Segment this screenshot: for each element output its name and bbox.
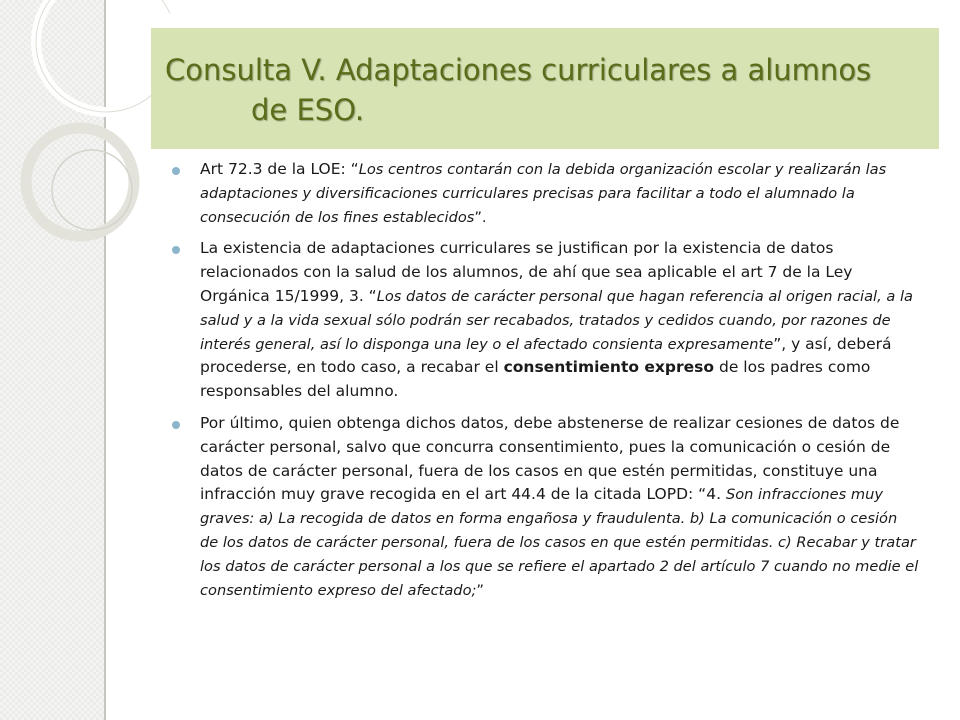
- slide-title-line-1: Consulta V. Adaptaciones curriculares a alumnos: [165, 53, 872, 87]
- bullet-emphasis: consentimiento expreso: [503, 358, 715, 377]
- bullet-quote: Los datos de carácter personal que hagan referencia al origen racial, a la salud y a la vida sexual sólo podrán ser recabados, tratados y cedidos cuando, por razones de interés general, así lo disponga una ley o el afectado consienta expresamente: [200, 287, 913, 353]
- slide-title-line-2: de ESO.: [251, 93, 365, 127]
- decorative-circles: [0, 0, 170, 260]
- bullet-quote: Los centros contarán con la debida organización escolar y realizarán las adaptaciones y diversificaciones curriculares precisas para facilitar a todo el alumnado la consecución de los fines establecidos: [200, 161, 887, 226]
- slide-title: [165, 50, 925, 130]
- bullet-text: Por último, quien obtenga dichos datos, debe abstenerse de realizar cesiones de datos de carácter personal, salvo que concurra consentimiento, pues la comunicación o cesión de datos de carácter personal, fuera de los casos en que estén permitidas, constituye una infracción muy grave recogida en el art 44.4 de la citada LOPD: “4.: [200, 413, 900, 504]
- bullet-quote: Son infracciones muy graves: a) La recogida de datos en forma engañosa y fraudulenta. b) La comunicación o cesión de los datos de carácter personal, fuera de los casos en que estén permitidas. c) Recabar y tratar los datos de carácter personal a los que se refiere el apartado 2 del artículo 7 cuando no medie el consentimiento expreso del afectado;: [200, 486, 919, 599]
- bullet-dot-icon: [172, 167, 180, 175]
- bullet-text: La existencia de adaptaciones curriculares se justifican por la existencia de datos relacionados con la salud de los alumnos, de ahí que sea aplicable el art 7 de la Ley Orgánica 15/1999, 3. “: [200, 239, 853, 305]
- bullet-item: [172, 158, 920, 229]
- bullet-dot-icon: [172, 246, 180, 254]
- bullet-text: ”.: [474, 208, 487, 226]
- bullet-dot-icon: [172, 421, 180, 429]
- bullet-text: de los padres como responsables del alumno.: [200, 358, 871, 401]
- bullet-item: [172, 412, 920, 602]
- slide-body: [172, 158, 920, 602]
- bullet-text: Art 72.3 de la LOE: “: [200, 160, 359, 178]
- bullet-text: ”, y así, deberá procederse, en todo caso, a recabar el: [200, 334, 892, 377]
- bullet-item: [172, 237, 920, 404]
- bullet-text: ”: [476, 581, 484, 599]
